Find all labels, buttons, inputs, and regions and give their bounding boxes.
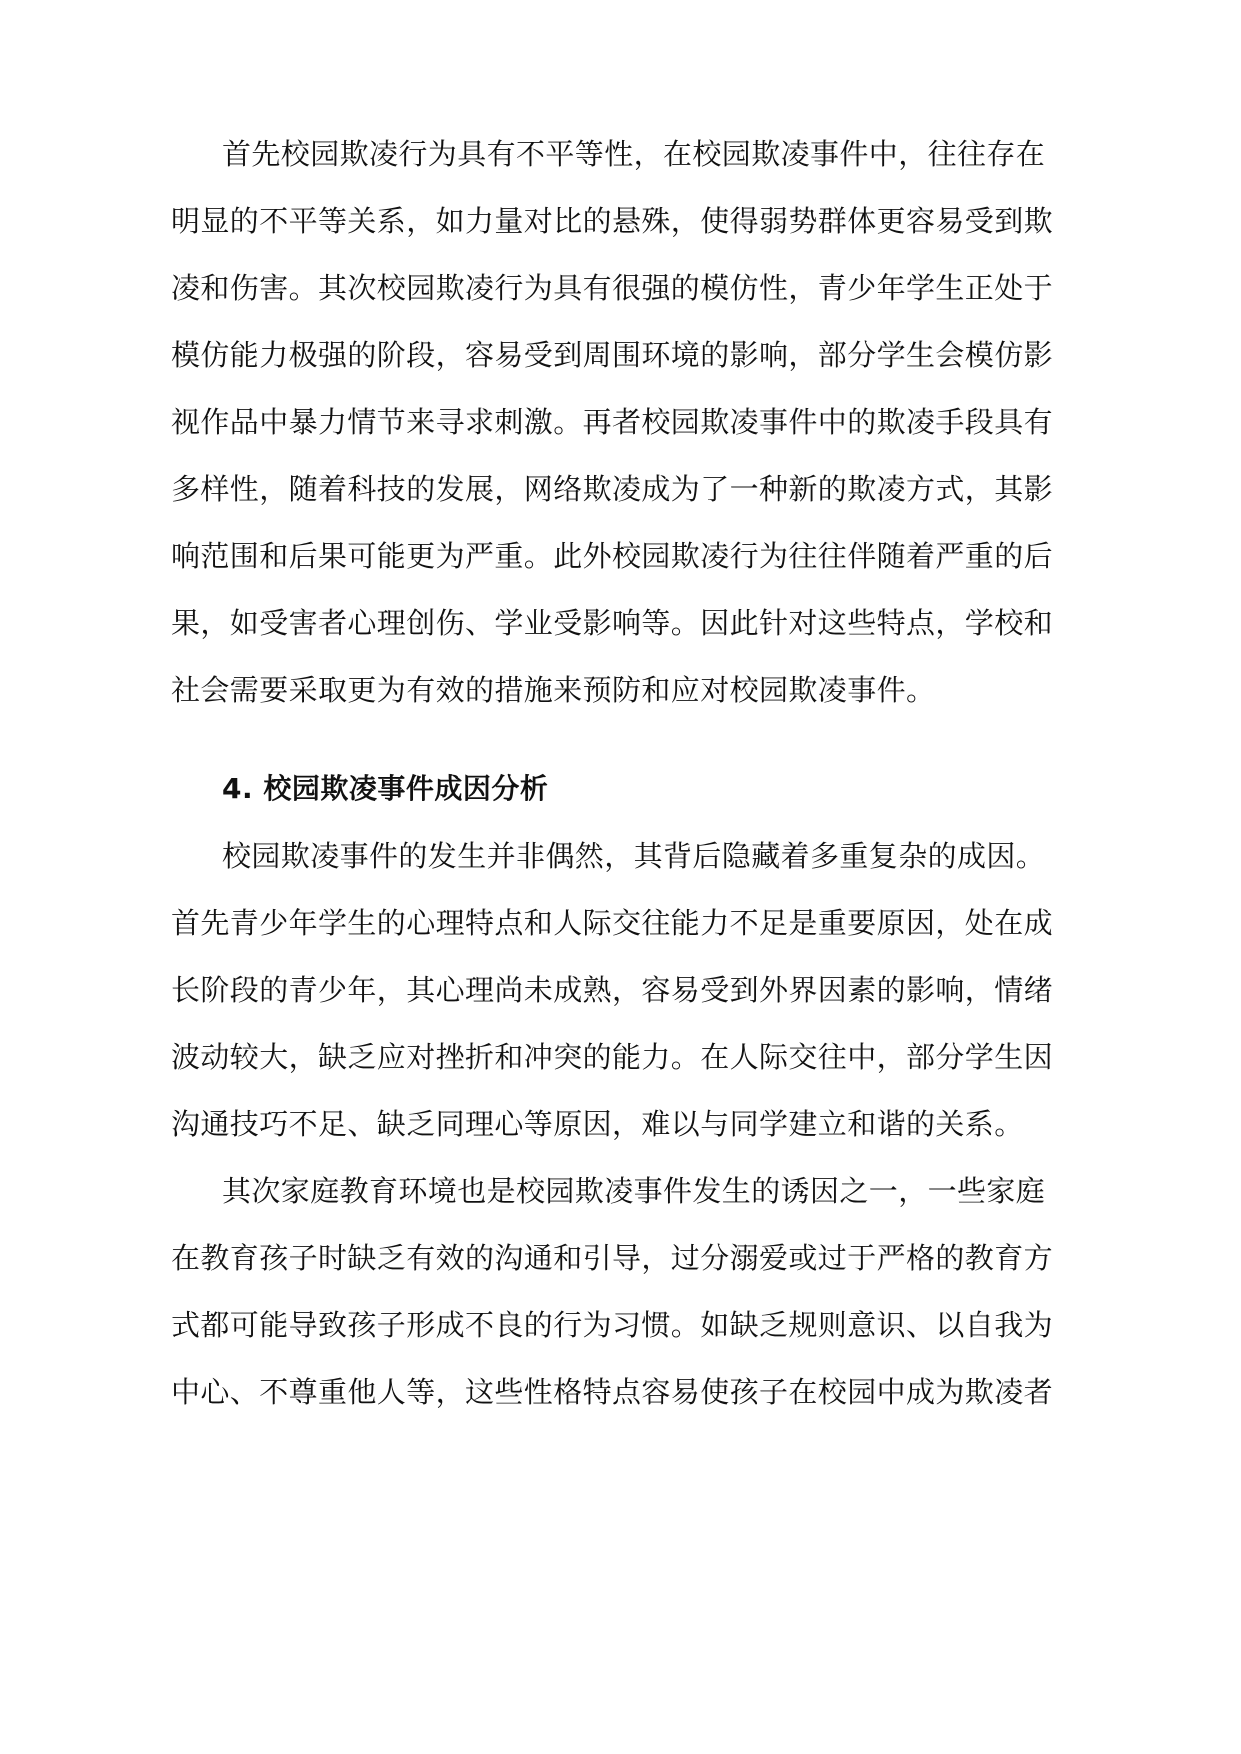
paragraph-1-line-7: 响范围和后果可能更为严重。此外校园欺凌行为往往伴随着严重的后	[171, 539, 1054, 573]
paragraph-1-line-8: 果，如受害者心理创伤、学业受影响等。因此针对这些特点，学校和	[171, 606, 1054, 640]
paragraph-2-line-3: 长阶段的青少年，其心理尚未成熟，容易受到外界因素的影响，情绪	[171, 973, 1054, 1007]
paragraph-3-line-4: 中心、不尊重他人等，这些性格特点容易使孩子在校园中成为欺凌者	[171, 1375, 1054, 1409]
paragraph-3-line-3: 式都可能导致孩子形成不良的行为习惯。如缺乏规则意识、以自我为	[171, 1308, 1054, 1342]
paragraph-2-line-1: 校园欺凌事件的发生并非偶然，其背后隐藏着多重复杂的成因。	[222, 839, 1046, 873]
paragraph-1-line-5: 视作品中暴力情节来寻求刺激。再者校园欺凌事件中的欺凌手段具有	[171, 405, 1054, 439]
section-heading: 4. 校园欺凌事件成因分析	[222, 772, 549, 805]
paragraph-2-line-5: 沟通技巧不足、缺乏同理心等原因，难以与同学建立和谐的关系。	[171, 1107, 1024, 1141]
paragraph-1-line-3: 凌和伤害。其次校园欺凌行为具有很强的模仿性，青少年学生正处于	[171, 271, 1054, 305]
paragraph-2-line-4: 波动较大，缺乏应对挫折和冲突的能力。在人际交往中，部分学生因	[171, 1040, 1054, 1074]
paragraph-1-line-1: 首先校园欺凌行为具有不平等性，在校园欺凌事件中，往往存在	[222, 137, 1046, 171]
paragraph-3-line-1: 其次家庭教育环境也是校园欺凌事件发生的诱因之一，一些家庭	[222, 1174, 1046, 1208]
paragraph-1-line-4: 模仿能力极强的阶段，容易受到周围环境的影响，部分学生会模仿影	[171, 338, 1054, 372]
paragraph-2-line-2: 首先青少年学生的心理特点和人际交往能力不足是重要原因，处在成	[171, 906, 1054, 940]
paragraph-1-line-6: 多样性，随着科技的发展，网络欺凌成为了一种新的欺凌方式，其影	[171, 472, 1054, 506]
paragraph-1-line-9: 社会需要采取更为有效的措施来预防和应对校园欺凌事件。	[171, 673, 936, 707]
paragraph-1-line-2: 明显的不平等关系，如力量对比的悬殊，使得弱势群体更容易受到欺	[171, 204, 1054, 238]
paragraph-3-line-2: 在教育孩子时缺乏有效的沟通和引导，过分溺爱或过于严格的教育方	[171, 1241, 1054, 1275]
